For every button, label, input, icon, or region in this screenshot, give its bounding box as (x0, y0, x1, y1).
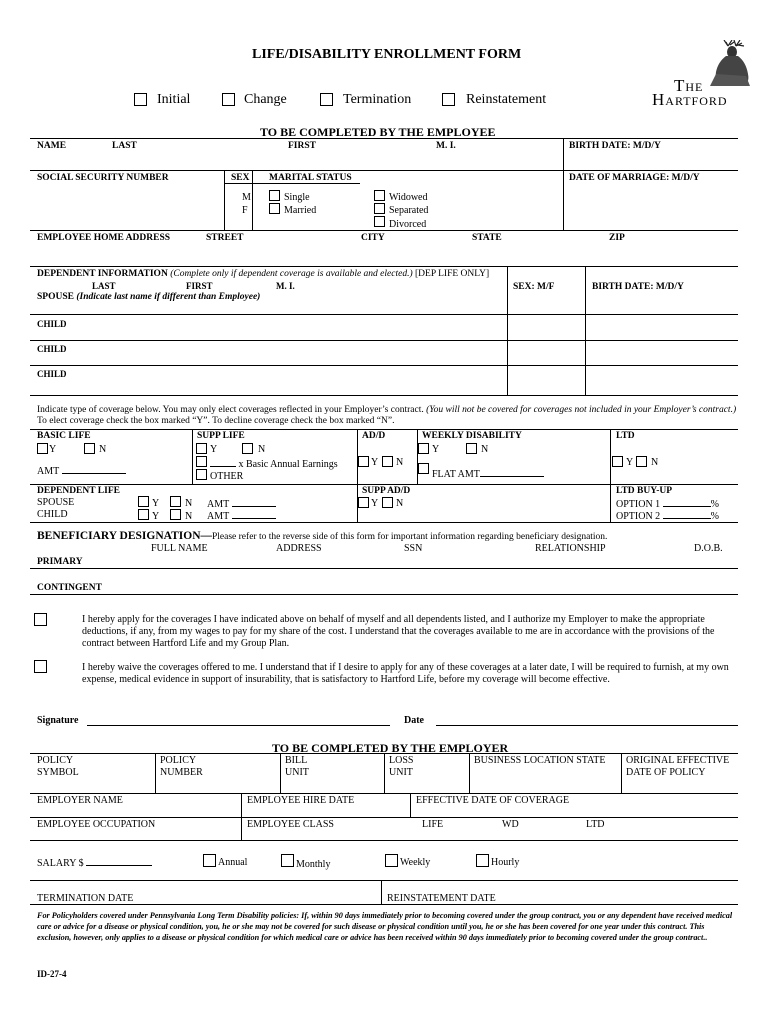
ssn-label: SOCIAL SECURITY NUMBER (37, 173, 169, 183)
basic-life-amt-label: AMT (37, 466, 60, 477)
hourly-label: Hourly (491, 857, 520, 868)
home-address-label: EMPLOYEE HOME ADDRESS (37, 233, 171, 243)
flat-amt-field[interactable] (480, 467, 544, 477)
dep-spouse-amt-field[interactable] (232, 497, 276, 507)
dep-child-n-checkbox[interactable] (170, 509, 181, 520)
married-label: Married (284, 205, 317, 216)
policy-symbol-2: SYMBOL (37, 767, 79, 778)
pennsylvania-note: For Policyholders covered under Pennsylvania Long Term Disability policies: If, within 90 days immediately prior to becoming covered under the group contract, you or any dependent have received medical care or advice for a disease or physical condition, you, he or she may not be covered for such disease or physical condition until you, he or she has been covered for one year under this contract. This exclusion, however, only applies to a disease or physical condition for which medical care or advice has been received within 90 days immediately prior to becoming covered under the group contract.. (37, 911, 733, 942)
add-y-checkbox[interactable] (358, 456, 369, 467)
class-ltd-label: LTD (586, 819, 605, 830)
employee-occupation-label: EMPLOYEE OCCUPATION (37, 819, 156, 830)
birth-date-label: BIRTH DATE: M/D/Y (569, 141, 661, 151)
supp-life-label: SUPP LIFE (197, 431, 245, 441)
initial-checkbox[interactable] (134, 93, 147, 106)
option2-label: OPTION 2 (616, 511, 661, 522)
supp-life-n-label: N (258, 444, 266, 455)
single-label: Single (284, 192, 310, 203)
spouse-label: SPOUSE (37, 292, 74, 302)
employee-class-label: EMPLOYEE CLASS (247, 819, 334, 830)
logo-hartford: Hartford (652, 90, 728, 109)
option1-field[interactable] (663, 497, 711, 507)
form-title: LIFE/DISABILITY ENROLLMENT FORM (252, 47, 522, 62)
supp-add-n-checkbox[interactable] (382, 497, 393, 508)
apply-statement: I hereby apply for the coverages I have indicated above on behalf of myself and all dependents listed, and I authorize my Employer to make the appropriate deductions, if any, from my wages to pay for my share of the cost. I understand that the coverages available to me are in accordance with the provisions of the contract between Hartford Life and my Group Plan. (82, 614, 715, 649)
coverage-intro-line2: To elect coverage check the box marked “Y”. To decline coverage check the box marked “N”. (37, 416, 395, 426)
salary-field[interactable] (86, 856, 152, 866)
child-2-label: CHILD (37, 344, 67, 354)
annual-checkbox[interactable] (203, 854, 216, 867)
ltd-n-checkbox[interactable] (636, 456, 647, 467)
waive-checkbox[interactable] (34, 660, 47, 673)
child-3-label: CHILD (37, 369, 67, 379)
class-life-label: LIFE (422, 819, 444, 830)
contingent-label: CONTINGENT (37, 583, 102, 593)
dep-child-label: CHILD (37, 509, 68, 520)
dep-spouse-y-label: Y (152, 498, 160, 509)
dep-child-y-label: Y (152, 511, 160, 522)
policy-number-2: NUMBER (160, 767, 203, 778)
supp-life-y-checkbox[interactable] (196, 443, 207, 454)
annual-label: Annual (218, 857, 248, 868)
ltd-label: LTD (616, 431, 635, 441)
signature-label: Signature (37, 715, 79, 726)
dependent-life-label: DEPENDENT LIFE (37, 486, 120, 496)
stag-icon (698, 40, 758, 88)
option2-row (616, 509, 719, 522)
dep-child-amt-label: AMT (207, 511, 230, 522)
spouse-note: (Indicate last name if different than Employee) (76, 292, 261, 302)
dep-child-amt-field[interactable] (232, 509, 276, 519)
basic-life-amt (37, 464, 126, 477)
hartford-logo (650, 40, 740, 110)
beneficiary-title: BENEFICIARY DESIGNATION (37, 530, 201, 542)
change-label: Change (244, 92, 287, 107)
zip-label: ZIP (609, 233, 625, 243)
weekly-n-label: N (481, 444, 489, 455)
single-checkbox[interactable] (269, 190, 280, 201)
class-wd-label: WD (502, 819, 519, 830)
coverage-intro-italic: (You will not be covered for coverages not included in your Employer’s contract.) (426, 405, 737, 415)
sex-m-label: M (242, 192, 251, 203)
dep-spouse-y-checkbox[interactable] (138, 496, 149, 507)
bill-unit-2: UNIT (285, 767, 309, 778)
supp-add-n-label: N (396, 498, 404, 509)
option2-field[interactable] (663, 509, 711, 519)
date-of-marriage-label: DATE OF MARRIAGE: M/D/Y (569, 173, 700, 183)
dependent-info-heading (37, 269, 489, 279)
dep-spouse-amt-label: AMT (207, 499, 230, 510)
change-checkbox[interactable] (222, 93, 235, 106)
policy-symbol-1: POLICY (37, 755, 74, 766)
reinstatement-label: Reinstatement (466, 92, 547, 107)
ben-address-col: ADDRESS (276, 543, 322, 554)
weekly-label: Weekly (400, 857, 431, 868)
add-n-label: N (396, 457, 404, 468)
beneficiary-heading (37, 526, 607, 544)
separated-label: Separated (389, 205, 429, 216)
reinstatement-date-label: REINSTATEMENT DATE (387, 893, 496, 904)
employer-section-title: TO BE COMPLETED BY THE EMPLOYER (272, 741, 509, 755)
last-name-label: LAST (112, 141, 137, 151)
supp-life-n-checkbox[interactable] (242, 443, 253, 454)
child-1-label: CHILD (37, 319, 67, 329)
employer-name-label: EMPLOYER NAME (37, 795, 123, 806)
beneficiary-dash: — (200, 530, 212, 542)
monthly-checkbox[interactable] (281, 854, 294, 867)
date-label: Date (404, 715, 424, 726)
dep-spouse-label: SPOUSE (37, 497, 75, 508)
signature-line[interactable] (87, 725, 390, 726)
coverage-intro: Indicate type of coverage below. You may only elect coverages reflected in your Employer’s contract. (37, 405, 427, 415)
flat-amt (432, 467, 544, 480)
dependent-info-note: (Complete only if dependent coverage is available and elected.) (170, 269, 413, 279)
first-name-label: FIRST (288, 141, 316, 151)
sex-f-label: F (242, 205, 248, 216)
original-effective-1: ORIGINAL EFFECTIVE (626, 755, 730, 766)
supp-add-label: SUPP AD/D (362, 486, 411, 496)
widowed-label: Widowed (389, 192, 428, 203)
reinstatement-checkbox[interactable] (442, 93, 455, 106)
dep-child-y-checkbox[interactable] (138, 509, 149, 520)
sex-label: SEX (231, 173, 250, 183)
business-location-state-label: BUSINESS LOCATION STATE (474, 755, 606, 766)
loss-unit-2: UNIT (389, 767, 413, 778)
divorced-checkbox[interactable] (374, 216, 385, 227)
dep-sex-label: SEX: M/F (513, 282, 555, 292)
name-label: NAME (37, 141, 67, 151)
policy-number-1: POLICY (160, 755, 197, 766)
state-label: STATE (472, 233, 502, 243)
separated-checkbox[interactable] (374, 203, 385, 214)
ltd-y-checkbox[interactable] (612, 456, 623, 467)
ben-relationship-col: RELATIONSHIP (535, 543, 606, 554)
option1-label: OPTION 1 (616, 499, 661, 510)
logo-the: The (674, 76, 704, 95)
dep-spouse-n-label: N (185, 498, 193, 509)
supp-life-y-label: Y (210, 444, 218, 455)
dep-first-label: FIRST (186, 281, 213, 291)
apply-checkbox[interactable] (34, 613, 47, 626)
dep-last-label: LAST (92, 281, 116, 291)
basic-life-n-label: N (99, 444, 107, 455)
weekly-n-checkbox[interactable] (466, 443, 477, 454)
option2-pct: % (710, 511, 720, 522)
flat-amt-label: FLAT AMT (432, 469, 480, 480)
weekly-disability-label: WEEKLY DISABILITY (422, 431, 522, 441)
option1-pct: % (710, 499, 720, 510)
dep-spouse-n-checkbox[interactable] (170, 496, 181, 507)
supp-life-other-checkbox[interactable] (196, 469, 207, 480)
original-effective-2: DATE OF POLICY (626, 767, 706, 778)
loss-unit-1: LOSS (389, 755, 414, 766)
effective-date-coverage-label: EFFECTIVE DATE OF COVERAGE (416, 795, 570, 806)
basic-life-amt-field[interactable] (62, 464, 126, 474)
weekly-y-checkbox[interactable] (418, 443, 429, 454)
hourly-checkbox[interactable] (476, 854, 489, 867)
termination-date-label: TERMINATION DATE (37, 893, 134, 904)
dep-birth-date-label: BIRTH DATE: M/D/Y (592, 282, 684, 292)
add-n-checkbox[interactable] (382, 456, 393, 467)
termination-checkbox[interactable] (320, 93, 333, 106)
supp-life-other-label: OTHER (210, 471, 244, 482)
primary-label: PRIMARY (37, 557, 83, 567)
basic-life-n-checkbox[interactable] (84, 443, 95, 454)
termination-label: Termination (343, 92, 412, 107)
add-y-label: Y (371, 457, 379, 468)
date-line[interactable] (436, 725, 738, 726)
flat-amt-checkbox[interactable] (418, 463, 429, 474)
employee-section-title: TO BE COMPLETED BY THE EMPLOYEE (260, 125, 496, 139)
city-label: CITY (361, 233, 385, 243)
initial-label: Initial (157, 92, 191, 107)
beneficiary-note: Please refer to the reverse side of this form for important information regarding beneficiary designation. (212, 532, 608, 542)
supp-add-y-label: Y (371, 498, 379, 509)
dep-mi-label: M. I. (276, 281, 295, 291)
divorced-label: Divorced (389, 219, 427, 230)
weekly-y-label: Y (432, 444, 440, 455)
basic-life-y-checkbox[interactable] (37, 443, 48, 454)
coverage-instructions (37, 405, 737, 427)
salary-label: SALARY $ (37, 858, 84, 869)
marital-status-label: MARITAL STATUS (269, 173, 352, 183)
supp-life-multiple-field[interactable] (210, 457, 236, 467)
ltd-buyup-label: LTD BUY-UP (616, 486, 673, 496)
basic-annual-earnings-label: x Basic Annual Earnings (238, 459, 338, 470)
dependent-info-title: DEPENDENT INFORMATION (37, 269, 168, 279)
employee-hire-date-label: EMPLOYEE HIRE DATE (247, 795, 355, 806)
dep-life-only: [DEP LIFE ONLY] (415, 269, 490, 279)
bill-unit-1: BILL (285, 755, 308, 766)
street-label: STREET (206, 233, 244, 243)
dep-child-n-label: N (185, 511, 193, 522)
weekly-checkbox[interactable] (385, 854, 398, 867)
mi-label: M. I. (436, 141, 456, 151)
ben-full-name-col: FULL NAME (151, 543, 208, 554)
ltd-y-label: Y (626, 457, 634, 468)
monthly-label: Monthly (296, 859, 331, 870)
salary-row (37, 856, 152, 869)
supp-life-multiple-checkbox[interactable] (196, 456, 207, 467)
widowed-checkbox[interactable] (374, 190, 385, 201)
spouse-row-label (37, 292, 260, 302)
basic-life-label: BASIC LIFE (37, 431, 91, 441)
form-id: ID-27-4 (37, 969, 67, 979)
ben-dob-col: D.O.B. (694, 543, 723, 554)
supp-life-multiple (210, 457, 338, 470)
ltd-n-label: N (651, 457, 659, 468)
supp-add-y-checkbox[interactable] (358, 497, 369, 508)
waive-statement: I hereby waive the coverages offered to me. I understand that if I desire to apply for any of these coverages at a later date, I will be required to furnish, at my own expense, medical evidence in support of insurability, that is satisfactory to Hartford Life, before my coverage will become effective. (82, 662, 729, 685)
add-label: AD/D (362, 431, 386, 441)
ben-ssn-col: SSN (404, 543, 423, 554)
dep-child-amt (207, 509, 276, 522)
married-checkbox[interactable] (269, 203, 280, 214)
basic-life-y-label: Y (49, 444, 57, 455)
